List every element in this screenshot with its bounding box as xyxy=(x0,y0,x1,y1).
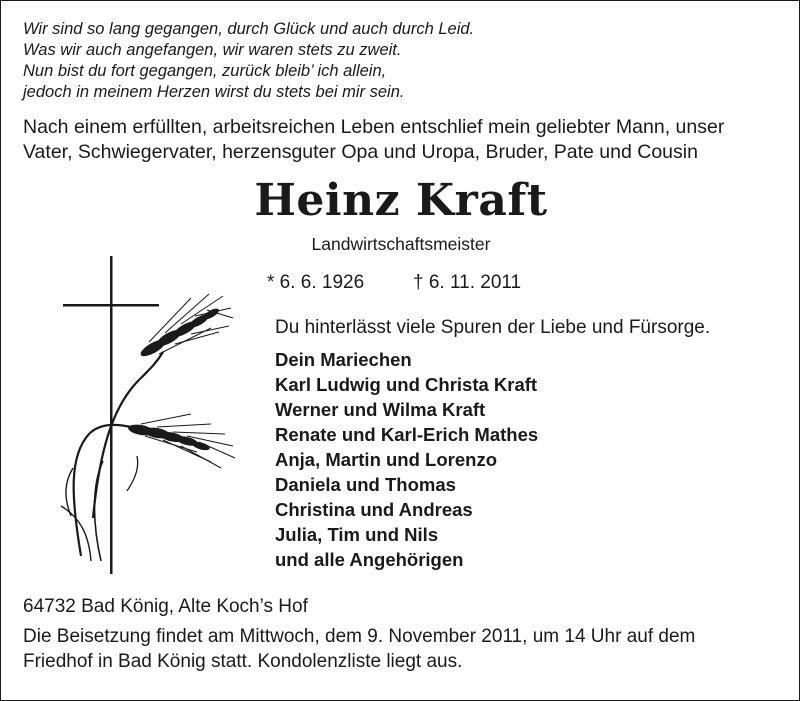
poem-line: jedoch in meinem Herzen wirst du stets bei mir sein. xyxy=(23,83,405,101)
death-date: † 6. 11. 2011 xyxy=(413,272,522,293)
mourner: Julia, Tim und Nils xyxy=(275,524,439,545)
mourner: Christina und Andreas xyxy=(275,499,473,520)
mourner: Anja, Martin und Lorenzo xyxy=(275,449,497,470)
poem-line: Wir sind so lang gegangen, durch Glück und auch durch Leid. xyxy=(23,20,475,38)
funeral-info xyxy=(23,624,695,674)
intro-line: Vater, Schwiegervater, herzensguter Opa und Uropa, Bruder, Pate und Cousin xyxy=(23,141,698,163)
intro-line: Nach einem erfüllten, arbeitsreichen Leben entschlief mein geliebter Mann, unser xyxy=(23,116,725,138)
family-address: 64732 Bad König, Alte Koch’s Hof xyxy=(23,596,308,617)
birth-date: * 6. 6. 1926 xyxy=(267,272,365,293)
mourner: Werner und Wilma Kraft xyxy=(275,399,486,420)
mourner: Dein Mariechen xyxy=(275,349,412,370)
mourner: und alle Angehörigen xyxy=(275,549,464,570)
mourners-list xyxy=(275,347,538,572)
mourner: Karl Ludwig und Christa Kraft xyxy=(275,374,538,395)
deceased-profession: Landwirtschaftsmeister xyxy=(311,234,491,254)
poem-line: Nun bist du fort gegangen, zurück bleib’ ich allein, xyxy=(23,62,387,80)
funeral-line: Die Beisetzung findet am Mittwoch, dem 9. November 2011, um 14 Uhr auf dem xyxy=(23,626,696,647)
poem-line: Was wir auch angefangen, wir waren stets zu zweit. xyxy=(23,41,402,59)
cross-with-wheat-icon xyxy=(41,256,251,581)
mourner: Renate und Karl-Erich Mathes xyxy=(275,424,539,445)
intro-text xyxy=(23,115,724,165)
funeral-line: Friedhof in Bad König statt. Kondolenzliste liegt aus. xyxy=(23,651,463,672)
mourner: Daniela und Thomas xyxy=(275,474,456,495)
deceased-name: Heinz Kraft xyxy=(254,175,548,226)
tribute-line: Du hinterlässt viele Spuren der Liebe und Fürsorge. xyxy=(275,317,711,338)
memorial-poem xyxy=(23,19,474,103)
